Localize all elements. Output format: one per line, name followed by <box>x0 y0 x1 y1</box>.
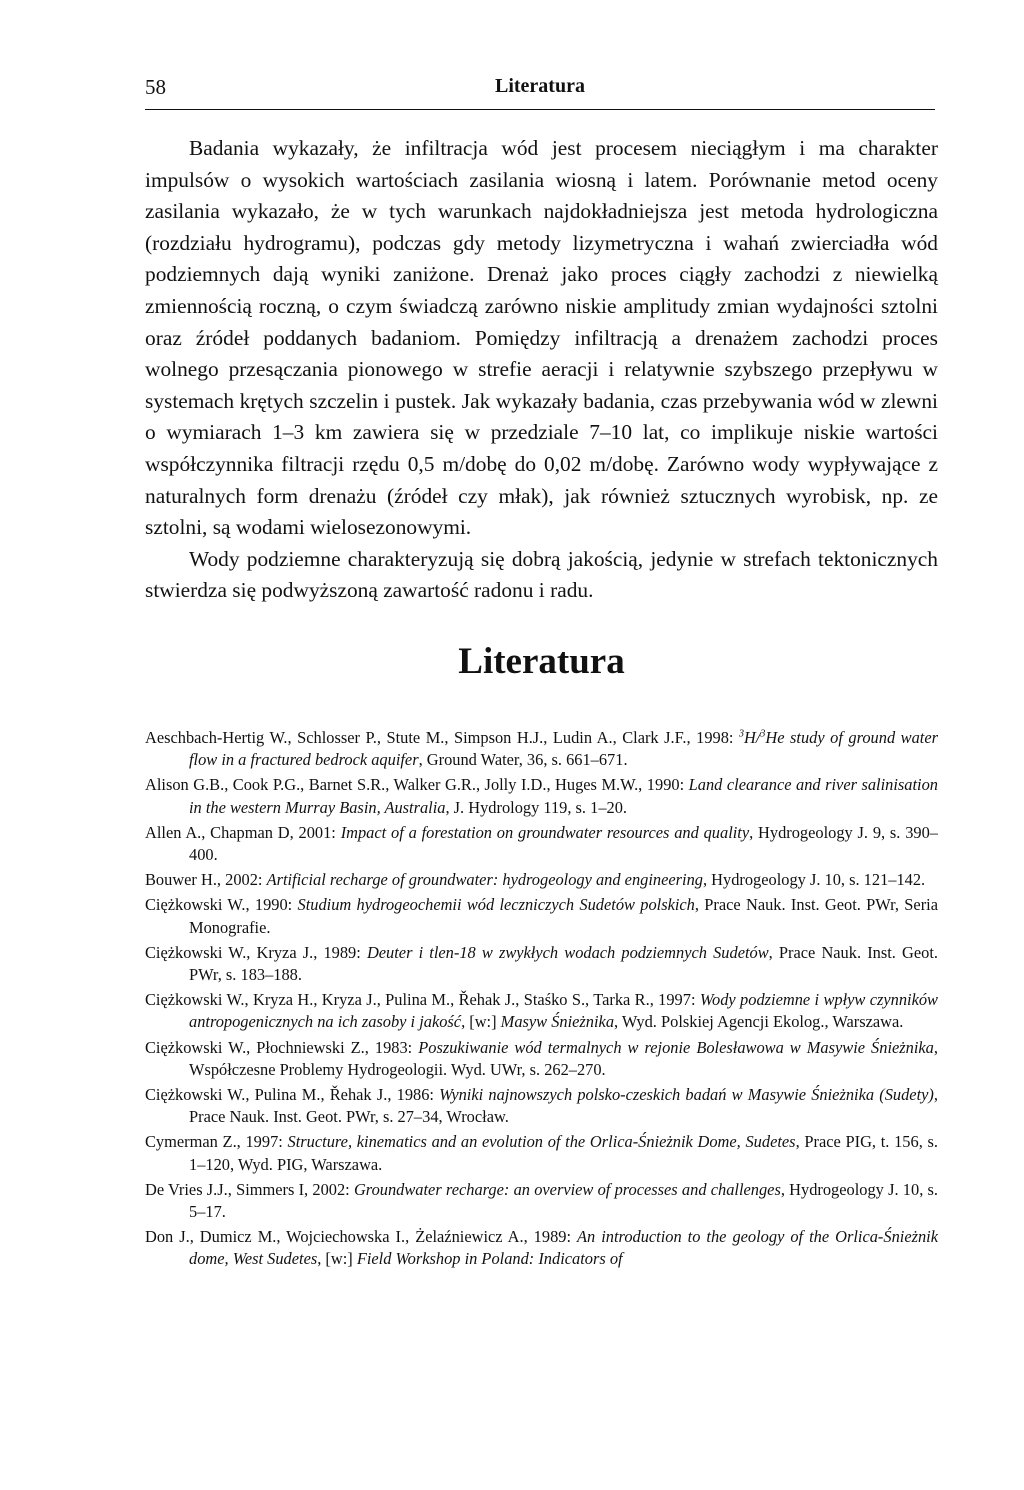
running-head-title: Literatura <box>495 75 585 97</box>
reference-book-title: Field Workshop in Poland: Indicators of <box>356 1249 623 1269</box>
reference-title: Groundwater recharge: an overview of processes and challenges <box>353 1179 781 1199</box>
reference-title: Structure, kinematics and an evolution of the Orlica-Śnieżnik Dome, Sudetes <box>287 1132 796 1152</box>
reference-source: , Prace Nauk. Inst. Geot. PWr, s. 183–188. <box>189 942 938 985</box>
reference-source: , Wyd. Polskiej Agencji Ekolog., Warszawa. <box>614 1012 904 1032</box>
reference-authors: Alison G.B., Cook P.G., Barnet S.R., Walker G.R., Jolly I.D., Huges M.W., 1990: <box>145 775 689 795</box>
reference-item <box>145 1179 938 1223</box>
reference-item <box>145 1226 938 1270</box>
reference-title: Studium hydrogeochemii wód leczniczych Sudetów polskich <box>297 895 695 915</box>
reference-authors: Ciężkowski W., Kryza J., 1989: <box>145 942 367 962</box>
reference-source: , Współczesne Problemy Hydrogeologii. Wyd. UWr, s. 262–270. <box>189 1037 938 1079</box>
reference-source: , J. Hydrology 119, s. 1–20. <box>445 797 627 817</box>
reference-list <box>145 727 938 1274</box>
reference-authors: Bouwer H., 2002: <box>145 870 267 890</box>
reference-title: Land clearance and river salinisation in the western Murray Basin, Australia <box>189 775 938 817</box>
reference-item <box>145 1131 938 1175</box>
reference-item <box>145 727 938 771</box>
reference-item <box>145 1037 938 1081</box>
reference-item <box>145 1084 938 1128</box>
reference-connector: , [w:] <box>461 1012 501 1032</box>
reference-source: , Prace Nauk. Inst. Geot. PWr, s. 27–34, Wrocław. <box>189 1085 938 1127</box>
running-head <box>145 75 935 110</box>
reference-source: , Hydrogeology J. 9, s. 390–400. <box>189 822 938 865</box>
reference-item <box>145 942 938 986</box>
reference-authors: Aeschbach-Hertig W., Schlosser P., Stute M., Simpson H.J., Ludin A., Clark J.F., 1998: <box>145 728 739 747</box>
reference-connector: , [w:] <box>317 1249 357 1269</box>
reference-title-part: H/ <box>743 728 761 747</box>
reference-item <box>145 989 938 1033</box>
page-number: 58 <box>145 75 166 99</box>
reference-title: Poszukiwanie wód termalnych w rejonie Bolesławowa w Masywie Śnieżnika <box>418 1037 934 1057</box>
reference-item <box>145 894 938 938</box>
reference-superscript: 3 <box>738 728 744 740</box>
reference-title: Wyniki najnowszych polsko-czeskich badań w Masywie Śnieżnika (Sudety) <box>439 1085 934 1105</box>
reference-superscript: 3 <box>760 728 766 740</box>
reference-source: , Hydrogeology J. 10, s. 121–142. <box>702 870 926 890</box>
reference-source: , Ground Water, 36, s. 661–671. <box>418 750 628 770</box>
reference-source: , Prace Nauk. Inst. Geot. PWr, Seria Monografie. <box>189 895 938 937</box>
reference-source: , Hydrogeology J. 10, s. 5–17. <box>189 1179 939 1222</box>
reference-title-part: He study of ground water flow in a fractured bedrock aquifer <box>189 728 938 770</box>
reference-title: Deuter i tlen-18 w zwykłych wodach podziemnych Sudetów <box>366 942 769 962</box>
reference-title: Wody podziemne i wpływ czynników antropogenicznych na ich zasoby i jakość <box>189 990 938 1032</box>
reference-source: , Prace PIG, t. 156, s. 1–120, Wyd. PIG, Warszawa. <box>189 1132 938 1174</box>
reference-book-title: Masyw Śnieżnika <box>500 1012 615 1032</box>
reference-authors: Cymerman Z., 1997: <box>145 1132 288 1152</box>
body-paragraph: Wody podziemne charakteryzują się dobrą jakością, jedynie w strefach tektonicznych stwierdza się podwyższoną zawartość radonu i radu. <box>145 546 938 603</box>
reference-authors: De Vries J.J., Simmers I, 2002: <box>145 1179 354 1199</box>
reference-item <box>145 822 938 866</box>
section-heading: Literatura <box>458 641 625 682</box>
reference-title: Impact of a forestation on groundwater resources and quality <box>340 822 750 842</box>
reference-item <box>145 774 938 818</box>
reference-authors: Ciężkowski W., 1990: <box>145 895 298 915</box>
reference-title: Artificial recharge of groundwater: hydrogeology and engineering <box>266 870 703 890</box>
reference-authors: Don J., Dumicz M., Wojciechowska I., Żelaźniewicz A., 1989: <box>145 1227 578 1247</box>
body-text <box>145 133 938 607</box>
reference-authors: Ciężkowski W., Pulina M., Řehak J., 1986: <box>145 1085 440 1105</box>
reference-authors: Allen A., Chapman D, 2001: <box>145 822 341 842</box>
reference-item <box>145 869 938 891</box>
body-paragraph: Badania wykazały, że infiltracja wód jest procesem nieciągłym i ma charakter impulsów o wysokich wartościach zasilania wiosną i latem. Porównanie metod oceny zasilania wykazało, że w tych warunkach najdokładniejsza jest metoda hydrologiczna (rozdziału hydrogramu), podczas gdy metody lizymetryczna i wahań zwierciadła wód podziemnych dają wyniki zaniżone. Drenaż jako proces ciągły zachodzi z niewielką zmiennością roczną, o czym świadczą zarówno niskie amplitudy zmian wydajności sztolni oraz źródeł poddanych badaniom. Pomiędzy infiltracją a drenażem zachodzi proces wolnego przesączania pionowego w strefie aeracji i relatywnie szybszego przepływu w systemach krętych szczelin i pustek. Jak wykazały badania, czas przebywania wód w zlewni o wymiarach 1–3 km zawiera się w przedziale 7–10 lat, co implikuje niskie wartości współczynnika filtracji rzędu 0,5 m/dobę do 0,02 m/dobę. Zarówno wody wypływające z naturalnych form drenażu (źródeł czy młak), jak również sztucznych wyrobisk, np. ze sztolni, są wodami wielosezonowymi. <box>145 136 938 540</box>
reference-title: An introduction to the geology of the Orlica-Śnieżnik dome, West Sudetes <box>189 1227 938 1269</box>
reference-authors: Ciężkowski W., Kryza H., Kryza J., Pulina M., Řehak J., Staśko S., Tarka R., 1997: <box>145 990 700 1010</box>
reference-authors: Ciężkowski W., Płochniewski Z., 1983: <box>145 1037 419 1057</box>
